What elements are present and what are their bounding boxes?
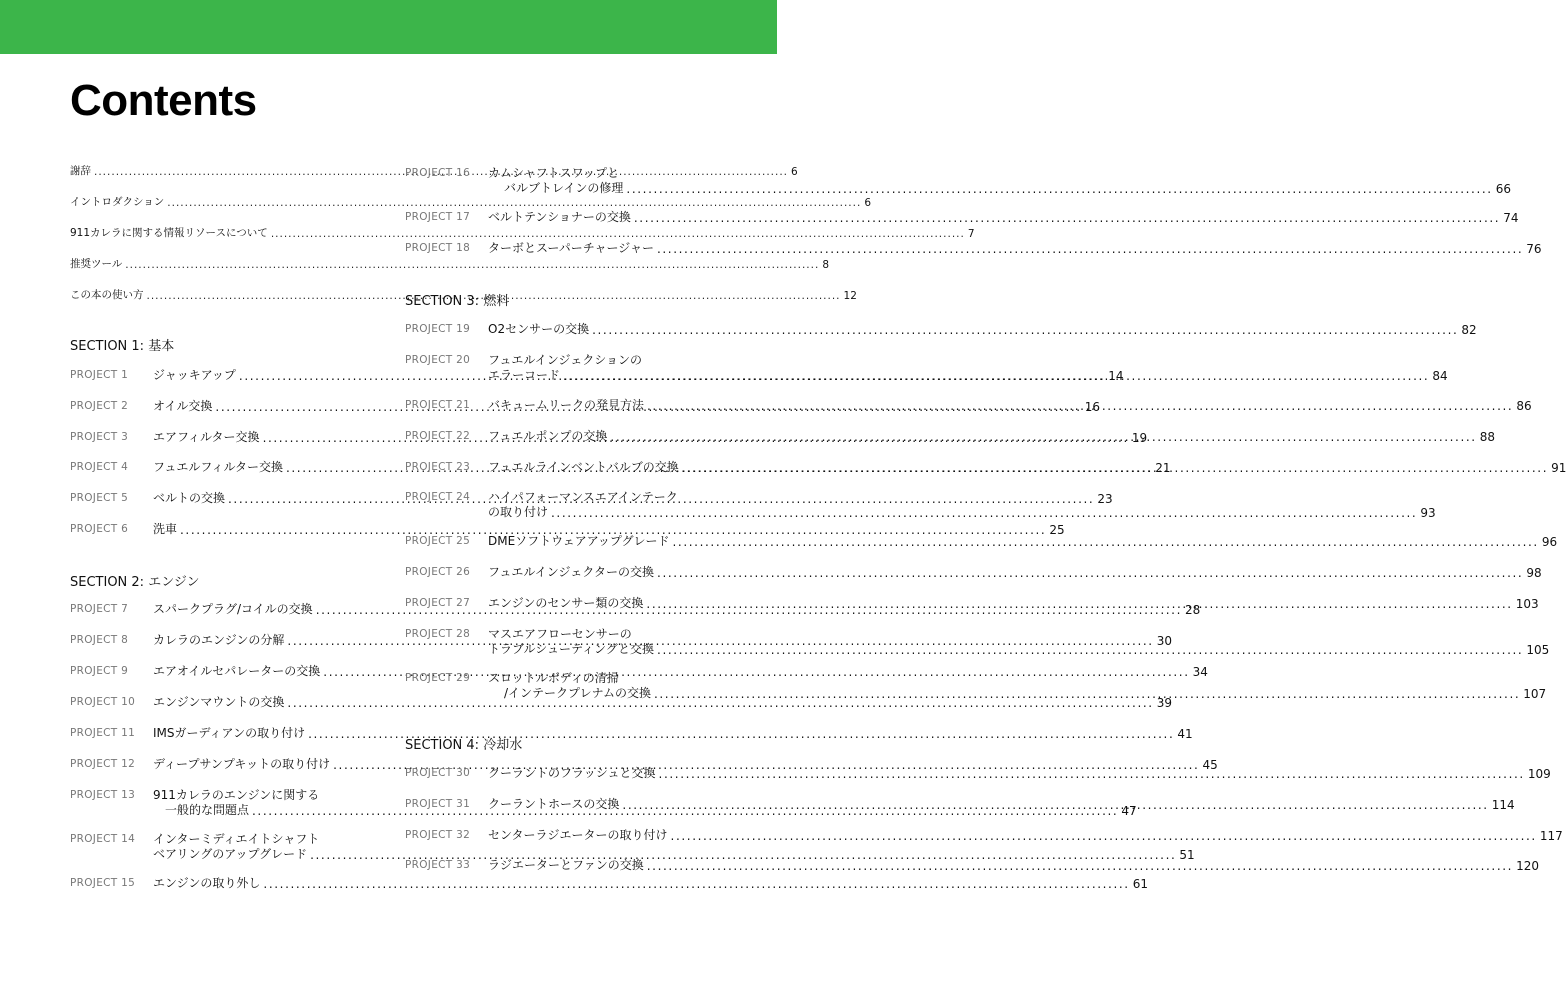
project-number: PROJECT 13 xyxy=(70,789,136,801)
leader-dots xyxy=(654,687,1520,701)
leader-dots xyxy=(659,767,1525,781)
project-number: PROJECT 21 xyxy=(405,399,471,411)
toc-entry[interactable] xyxy=(70,257,830,271)
project-entry[interactable] xyxy=(405,322,1477,337)
project-title: カレラのエンジンの分解 xyxy=(153,633,285,647)
project-title: フュエルポンプの交換 xyxy=(488,429,608,443)
toc-entry-page: 6 xyxy=(864,197,872,209)
project-title: /インテークプレナムの交換 xyxy=(504,686,651,700)
project-page: 39 xyxy=(1156,696,1172,710)
project-number: PROJECT 16 xyxy=(405,167,471,179)
project-number: PROJECT 2 xyxy=(70,400,129,412)
section-heading: SECTION 1: 基本 xyxy=(70,339,175,354)
section-heading: SECTION 3: 燃料 xyxy=(405,294,510,309)
project-title: スパークプラグ/コイルの交換 xyxy=(153,602,313,616)
project-entry[interactable] xyxy=(70,876,1148,891)
section-heading: SECTION 2: エンジン xyxy=(70,575,200,590)
project-page: 41 xyxy=(1177,727,1193,741)
page-title: Contents xyxy=(70,76,257,125)
leader-dots xyxy=(634,211,1500,225)
project-entry[interactable] xyxy=(405,166,1511,196)
project-title: フュエルインジェクターの交換 xyxy=(488,565,655,579)
toc-entry-label: 911カレラに関する情報リソースについて xyxy=(70,227,268,239)
project-title: ベルトの交換 xyxy=(153,491,226,505)
project-number: PROJECT 18 xyxy=(405,242,471,254)
project-title: クーラントホースの交換 xyxy=(488,797,620,811)
project-page: 82 xyxy=(1461,323,1477,337)
project-number: PROJECT 20 xyxy=(405,354,471,366)
project-title: カムシャフトスワップと xyxy=(488,166,620,180)
project-number: PROJECT 31 xyxy=(405,798,471,810)
leader-dots xyxy=(657,566,1523,580)
project-page: 28 xyxy=(1185,603,1201,617)
toc-entry-label: イントロダクション xyxy=(70,196,165,208)
project-page: 96 xyxy=(1541,535,1558,549)
project-number: PROJECT 8 xyxy=(70,634,129,646)
leader-dots xyxy=(647,399,1513,413)
project-number: PROJECT 27 xyxy=(405,597,471,609)
leader-dots xyxy=(610,430,1476,444)
project-number: PROJECT 29 xyxy=(405,672,471,684)
project-number: PROJECT 3 xyxy=(70,431,129,443)
project-title: トラブルシューティングと交換 xyxy=(488,642,655,656)
project-title: エラーコード xyxy=(488,368,561,382)
leader-dots xyxy=(657,643,1523,657)
leader-dots xyxy=(551,506,1417,520)
project-page: 88 xyxy=(1479,430,1495,444)
project-entry[interactable] xyxy=(405,534,1558,549)
project-number: PROJECT 11 xyxy=(70,727,136,739)
project-title: ハイパフォーマンスエアインテーク xyxy=(488,490,678,504)
project-title: DMEソフトウェアアップグレード xyxy=(488,534,670,548)
project-page: 45 xyxy=(1202,758,1218,772)
leader-dots xyxy=(622,798,1488,812)
project-title: 一般的な問題点 xyxy=(165,803,250,817)
project-page: 61 xyxy=(1132,877,1148,891)
project-entry[interactable] xyxy=(70,757,1218,772)
project-page: 19 xyxy=(1131,431,1148,445)
project-title: エンジンの取り外し xyxy=(153,876,261,890)
leader-dots xyxy=(682,461,1548,475)
project-title: ターボとスーパーチャージャー xyxy=(488,241,654,255)
leader-dots xyxy=(263,877,1129,891)
project-number: PROJECT 10 xyxy=(70,696,136,708)
project-page: 107 xyxy=(1523,687,1547,701)
leader-dots xyxy=(673,535,1539,549)
project-entry[interactable] xyxy=(405,858,1539,873)
project-page: 76 xyxy=(1526,242,1542,256)
project-title: バルブトレインの修理 xyxy=(504,181,624,195)
project-number: PROJECT 9 xyxy=(70,665,129,677)
project-page: 86 xyxy=(1516,399,1532,413)
project-entry[interactable] xyxy=(405,766,1551,781)
project-title: インターミディエイトシャフト xyxy=(153,832,320,846)
toc-entry-label: この本の使い方 xyxy=(70,289,144,301)
project-number: PROJECT 23 xyxy=(405,461,471,473)
toc-entry[interactable] xyxy=(70,195,872,209)
leader-dots xyxy=(626,182,1492,196)
project-title: ベアリングのアップグレード xyxy=(153,847,308,861)
leader-dots xyxy=(308,727,1174,741)
project-title: ラジエーターとファンの交換 xyxy=(488,858,644,872)
project-page: 93 xyxy=(1420,506,1436,520)
project-number: PROJECT 19 xyxy=(405,323,471,335)
project-entry[interactable] xyxy=(405,828,1563,843)
toc-entry-label: 推奨ツール xyxy=(70,258,123,270)
project-page: 84 xyxy=(1432,369,1448,383)
project-title: ジャッキアップ xyxy=(153,368,236,382)
project-number: PROJECT 6 xyxy=(70,523,129,535)
project-title: IMSガーディアンの取り付け xyxy=(153,726,306,740)
project-title: フュエルラインベントバルブの交換 xyxy=(488,460,679,474)
leader-dots xyxy=(657,242,1523,256)
leader-dots xyxy=(647,859,1513,873)
project-page: 25 xyxy=(1049,523,1065,537)
project-page: 98 xyxy=(1526,566,1542,580)
project-page: 23 xyxy=(1097,492,1113,506)
project-number: PROJECT 15 xyxy=(70,877,136,889)
project-entry[interactable] xyxy=(70,726,1193,741)
project-page: 109 xyxy=(1527,767,1551,781)
project-title: センターラジエーターの取り付け xyxy=(488,828,668,842)
project-page: 105 xyxy=(1526,643,1550,657)
project-number: PROJECT 26 xyxy=(405,566,471,578)
project-number: PROJECT 5 xyxy=(70,492,129,504)
project-number: PROJECT 7 xyxy=(70,603,129,615)
project-entry[interactable] xyxy=(405,241,1542,256)
project-page: 47 xyxy=(1121,804,1137,818)
project-title: フュエルインジェクションの xyxy=(488,353,643,367)
project-number: PROJECT 33 xyxy=(405,859,471,871)
project-title: マスエアフローセンサーの xyxy=(488,627,632,641)
project-title: スロットルボディの清掃 xyxy=(488,671,619,685)
leader-dots xyxy=(592,323,1458,337)
project-page: 34 xyxy=(1192,665,1208,679)
project-title: クーラントのフラッシュと交換 xyxy=(488,766,656,780)
toc-entry-page: 12 xyxy=(843,290,857,302)
project-page: 16 xyxy=(1084,400,1100,414)
project-number: PROJECT 22 xyxy=(405,430,471,442)
project-title: 911カレラのエンジンに関する xyxy=(153,788,320,802)
project-title: エンジンマウントの交換 xyxy=(153,695,285,709)
section-heading: SECTION 4: 冷却水 xyxy=(405,738,523,753)
project-page: 51 xyxy=(1179,848,1195,862)
project-title: O2センサーの交換 xyxy=(488,322,590,336)
project-page: 91 xyxy=(1551,461,1566,475)
project-title: バキュームリークの発見方法 xyxy=(488,398,645,412)
leader-dots xyxy=(646,597,1512,611)
project-page: 14 xyxy=(1108,369,1124,383)
project-number: PROJECT 14 xyxy=(70,833,136,845)
project-page: 120 xyxy=(1516,859,1539,873)
project-title: エアオイルセパレーターの交換 xyxy=(153,664,321,678)
project-entry[interactable] xyxy=(70,695,1172,710)
project-number: PROJECT 28 xyxy=(405,628,471,640)
toc-entry-page: 7 xyxy=(967,228,975,240)
project-page: 21 xyxy=(1155,461,1171,475)
project-number: PROJECT 24 xyxy=(405,491,471,503)
project-page: 103 xyxy=(1515,597,1539,611)
project-title: エアフィルター交換 xyxy=(153,430,260,444)
project-page: 66 xyxy=(1495,182,1511,196)
header-green-bar xyxy=(0,0,777,54)
project-title: ベルトテンショナーの交換 xyxy=(488,210,631,224)
toc-entry-page: 6 xyxy=(791,166,798,178)
project-number: PROJECT 4 xyxy=(70,461,129,473)
toc-entry-page: 8 xyxy=(822,259,830,271)
project-number: PROJECT 32 xyxy=(405,829,471,841)
project-number: PROJECT 17 xyxy=(405,211,471,223)
project-page: 74 xyxy=(1503,211,1519,225)
project-title: 洗車 xyxy=(153,522,178,536)
toc-entry-label: 謝辞 xyxy=(70,165,91,177)
project-title: オイル交換 xyxy=(153,399,213,413)
project-entry[interactable] xyxy=(405,210,1519,225)
toc-entry[interactable] xyxy=(70,226,975,240)
project-title: エンジンのセンサー類の交換 xyxy=(488,596,644,610)
project-title: フュエルフィルター交換 xyxy=(153,460,283,474)
project-entry[interactable] xyxy=(405,565,1542,580)
project-page: 117 xyxy=(1539,829,1563,843)
project-number: PROJECT 12 xyxy=(70,758,136,770)
project-title: ディープサンプキットの取り付け xyxy=(153,757,331,771)
project-number: PROJECT 30 xyxy=(405,767,471,779)
project-page: 30 xyxy=(1156,634,1172,648)
project-entry[interactable] xyxy=(70,522,1065,537)
leader-dots xyxy=(671,829,1537,843)
project-page: 114 xyxy=(1491,798,1515,812)
project-title: の取り付け xyxy=(488,505,549,519)
project-number: PROJECT 1 xyxy=(70,369,129,381)
project-number: PROJECT 25 xyxy=(405,535,471,547)
leader-dots xyxy=(563,369,1429,383)
